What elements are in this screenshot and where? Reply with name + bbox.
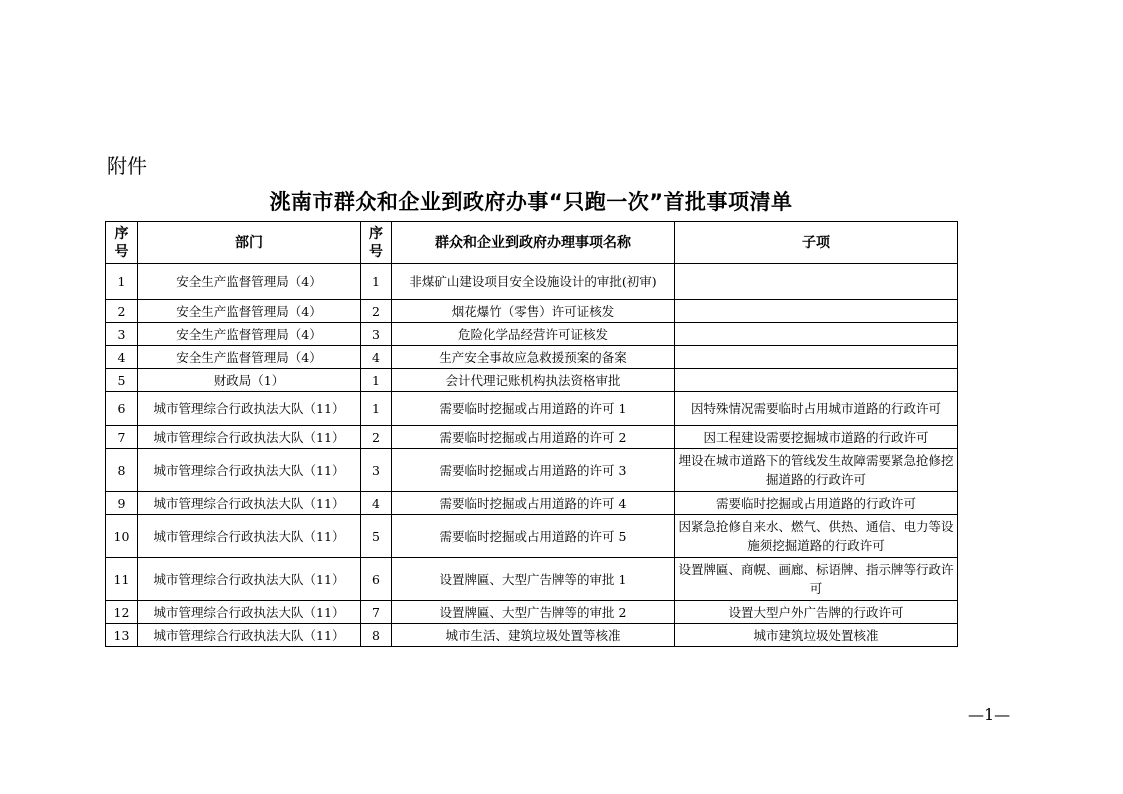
cell-department: 城市管理综合行政执法大队（11） [138, 601, 361, 624]
cell-sub-item: 设置牌匾、商幌、画廊、标语牌、指示牌等行政许可 [675, 558, 958, 601]
cell-sub-item: 设置大型户外广告牌的行政许可 [675, 601, 958, 624]
cell-seq-2: 4 [361, 492, 392, 515]
cell-item-name: 非煤矿山建设项目安全设施设计的审批(初审) [392, 264, 675, 300]
cell-seq-2: 3 [361, 449, 392, 492]
cell-seq-2: 1 [361, 369, 392, 392]
cell-item-name: 危险化学品经营许可证核发 [392, 323, 675, 346]
cell-seq-2: 5 [361, 515, 392, 558]
cell-sub-item [675, 323, 958, 346]
items-table [105, 221, 958, 647]
cell-item-name: 需要临时挖掘或占用道路的许可 5 [392, 515, 675, 558]
cell-item-name: 烟花爆竹（零售）许可证核发 [392, 300, 675, 323]
table-row [106, 426, 958, 449]
cell-seq-2: 3 [361, 323, 392, 346]
page-number: —1— [968, 705, 1011, 724]
cell-seq-2: 7 [361, 601, 392, 624]
table-row [106, 264, 958, 300]
cell-department: 城市管理综合行政执法大队（11） [138, 392, 361, 426]
cell-seq: 8 [106, 449, 138, 492]
table-row [106, 515, 958, 558]
cell-item-name: 需要临时挖掘或占用道路的许可 4 [392, 492, 675, 515]
attachment-label: 附件 [107, 154, 147, 178]
cell-sub-item [675, 346, 958, 369]
cell-seq-2: 2 [361, 426, 392, 449]
cell-sub-item [675, 264, 958, 300]
document-title: 洮南市群众和企业到政府办事“只跑一次”首批事项清单 [269, 190, 793, 214]
table-row [106, 601, 958, 624]
cell-sub-item: 埋设在城市道路下的管线发生故障需要紧急抢修挖掘道路的行政许可 [675, 449, 958, 492]
cell-item-name: 会计代理记账机构执法资格审批 [392, 369, 675, 392]
cell-seq: 10 [106, 515, 138, 558]
cell-seq-2: 8 [361, 624, 392, 647]
cell-seq: 11 [106, 558, 138, 601]
cell-item-name: 生产安全事故应急救援预案的备案 [392, 346, 675, 369]
cell-seq: 3 [106, 323, 138, 346]
cell-item-name: 需要临时挖掘或占用道路的许可 3 [392, 449, 675, 492]
cell-seq-2: 6 [361, 558, 392, 601]
cell-seq: 2 [106, 300, 138, 323]
cell-seq: 9 [106, 492, 138, 515]
cell-sub-item [675, 369, 958, 392]
table-row [106, 449, 958, 492]
header-item-name: 群众和企业到政府办理事项名称 [392, 222, 675, 264]
cell-sub-item: 因工程建设需要挖掘城市道路的行政许可 [675, 426, 958, 449]
cell-department: 安全生产监督管理局（4） [138, 300, 361, 323]
cell-seq-2: 1 [361, 264, 392, 300]
cell-seq-2: 4 [361, 346, 392, 369]
table-row [106, 300, 958, 323]
cell-seq: 12 [106, 601, 138, 624]
cell-department: 城市管理综合行政执法大队（11） [138, 558, 361, 601]
table-row [106, 624, 958, 647]
header-sub-item: 子项 [675, 222, 958, 264]
cell-item-name: 需要临时挖掘或占用道路的许可 1 [392, 392, 675, 426]
cell-department: 城市管理综合行政执法大队（11） [138, 449, 361, 492]
cell-item-name: 需要临时挖掘或占用道路的许可 2 [392, 426, 675, 449]
cell-seq: 1 [106, 264, 138, 300]
cell-sub-item [675, 300, 958, 323]
table-header-row [106, 222, 958, 264]
cell-seq: 5 [106, 369, 138, 392]
table-row [106, 369, 958, 392]
header-seq-2: 序号 [361, 222, 392, 264]
header-seq-1: 序号 [106, 222, 138, 264]
cell-seq: 7 [106, 426, 138, 449]
cell-department: 城市管理综合行政执法大队（11） [138, 426, 361, 449]
cell-item-name: 设置牌匾、大型广告牌等的审批 2 [392, 601, 675, 624]
cell-sub-item: 因紧急抢修自来水、燃气、供热、通信、电力等设施须挖掘道路的行政许可 [675, 515, 958, 558]
table-row [106, 392, 958, 426]
cell-seq: 6 [106, 392, 138, 426]
table-row [106, 323, 958, 346]
cell-department: 安全生产监督管理局（4） [138, 264, 361, 300]
table-row [106, 346, 958, 369]
cell-item-name: 城市生活、建筑垃圾处置等核准 [392, 624, 675, 647]
cell-department: 安全生产监督管理局（4） [138, 346, 361, 369]
cell-department: 城市管理综合行政执法大队（11） [138, 624, 361, 647]
header-department: 部门 [138, 222, 361, 264]
cell-seq: 4 [106, 346, 138, 369]
cell-sub-item: 城市建筑垃圾处置核准 [675, 624, 958, 647]
cell-department: 安全生产监督管理局（4） [138, 323, 361, 346]
cell-sub-item: 因特殊情况需要临时占用城市道路的行政许可 [675, 392, 958, 426]
table-row [106, 492, 958, 515]
cell-seq-2: 1 [361, 392, 392, 426]
table-row [106, 558, 958, 601]
cell-seq-2: 2 [361, 300, 392, 323]
cell-sub-item: 需要临时挖掘或占用道路的行政许可 [675, 492, 958, 515]
cell-department: 财政局（1） [138, 369, 361, 392]
cell-department: 城市管理综合行政执法大队（11） [138, 492, 361, 515]
cell-department: 城市管理综合行政执法大队（11） [138, 515, 361, 558]
cell-seq: 13 [106, 624, 138, 647]
cell-item-name: 设置牌匾、大型广告牌等的审批 1 [392, 558, 675, 601]
